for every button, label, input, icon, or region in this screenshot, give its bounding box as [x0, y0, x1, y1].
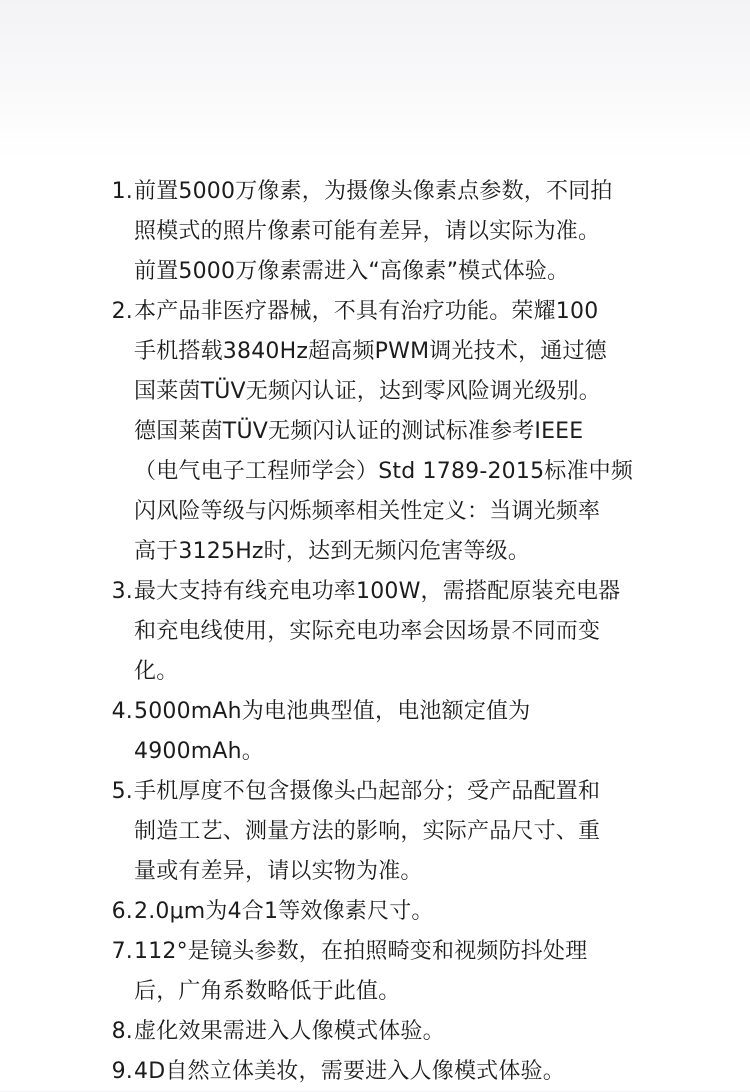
- footnote-line: 量或有差异，请以实物为准。: [134, 859, 423, 884]
- footnote-text: [134, 1012, 660, 1052]
- footnote-line: 和充电线使用，实际充电功率会因场景不同而变: [134, 619, 601, 644]
- footnote-4: [100, 692, 660, 772]
- footnote-line: 国莱茵TÜV无频闪认证，达到零风险调光级别。: [134, 379, 601, 404]
- footnote-number: 2.: [111, 299, 133, 324]
- footnote-line: 5000mAh为电池典型值，电池额定值为: [134, 699, 531, 724]
- footnote-number: 5.: [111, 779, 133, 804]
- footnote-3: [100, 572, 660, 692]
- footnote-line: 2.0μm为4合1等效像素尺寸。: [134, 899, 434, 924]
- footnote-line: 化。: [134, 659, 179, 684]
- footnote-line: 照模式的照片像素可能有差异，请以实际为准。: [134, 219, 601, 244]
- footnote-number: 9.: [111, 1059, 133, 1084]
- footnote-2: [100, 292, 660, 572]
- footnote-line: 112°是镜头参数，在拍照畸变和视频防抖处理: [134, 939, 588, 964]
- footnote-6: [100, 892, 660, 932]
- footnote-line: 制造工艺、测量方法的影响，实际产品尺寸、重: [134, 819, 601, 844]
- footnote-line: 4900mAh。: [134, 739, 265, 764]
- footnote-text: [134, 892, 660, 932]
- footnote-number: 3.: [111, 579, 133, 604]
- footnote-line: 本产品非医疗器械，不具有治疗功能。荣耀100: [134, 299, 599, 324]
- footnote-line: 4D自然立体美妆，需要进入人像模式体验。: [134, 1059, 565, 1084]
- footnote-line: （电气电子工程师学会）Std 1789-2015标准中频: [134, 459, 634, 484]
- footnote-8: [100, 1012, 660, 1052]
- footnote-list: [100, 172, 660, 1092]
- footnote-text: [134, 172, 660, 292]
- footnote-7: [100, 932, 660, 1012]
- footnote-line: 手机厚度不包含摄像头凸起部分；受产品配置和: [134, 779, 601, 804]
- footnote-line: 高于3125Hz时，达到无频闪危害等级。: [134, 539, 531, 564]
- footnote-text: [134, 1052, 660, 1092]
- footnote-line: 虚化效果需进入人像模式体验。: [134, 1019, 445, 1044]
- footnote-line: 前置5000万像素需进入“高像素”模式体验。: [134, 259, 570, 284]
- footnote-number: 1.: [111, 179, 133, 204]
- footnote-text: [134, 932, 660, 1012]
- footnote-text: [134, 572, 660, 692]
- footnote-line: 后，广角系数略低于此值。: [134, 979, 401, 1004]
- footnote-9: [100, 1052, 660, 1092]
- footnote-line: 前置5000万像素，为摄像头像素点参数，不同拍: [134, 179, 613, 204]
- footnote-line: 手机搭载3840Hz超高频PWM调光技术，通过德: [134, 339, 607, 364]
- footnote-line: 最大支持有线充电功率100W，需搭配原装充电器: [134, 579, 621, 604]
- footnote-number: 6.: [111, 899, 133, 924]
- footnote-number: 4.: [111, 699, 133, 724]
- footnote-line: 闪风险等级与闪烁频率相关性定义：当调光频率: [134, 499, 601, 524]
- footnote-1: [100, 172, 660, 292]
- footnote-number: 8.: [111, 1019, 133, 1044]
- footnote-number: 7.: [111, 939, 133, 964]
- footnote-text: [134, 292, 660, 572]
- footnote-text: [134, 692, 660, 772]
- footnote-5: [100, 772, 660, 892]
- footnote-line: 德国莱茵TÜV无频闪认证的测试标准参考IEEE: [134, 419, 584, 444]
- footnote-text: [134, 772, 660, 892]
